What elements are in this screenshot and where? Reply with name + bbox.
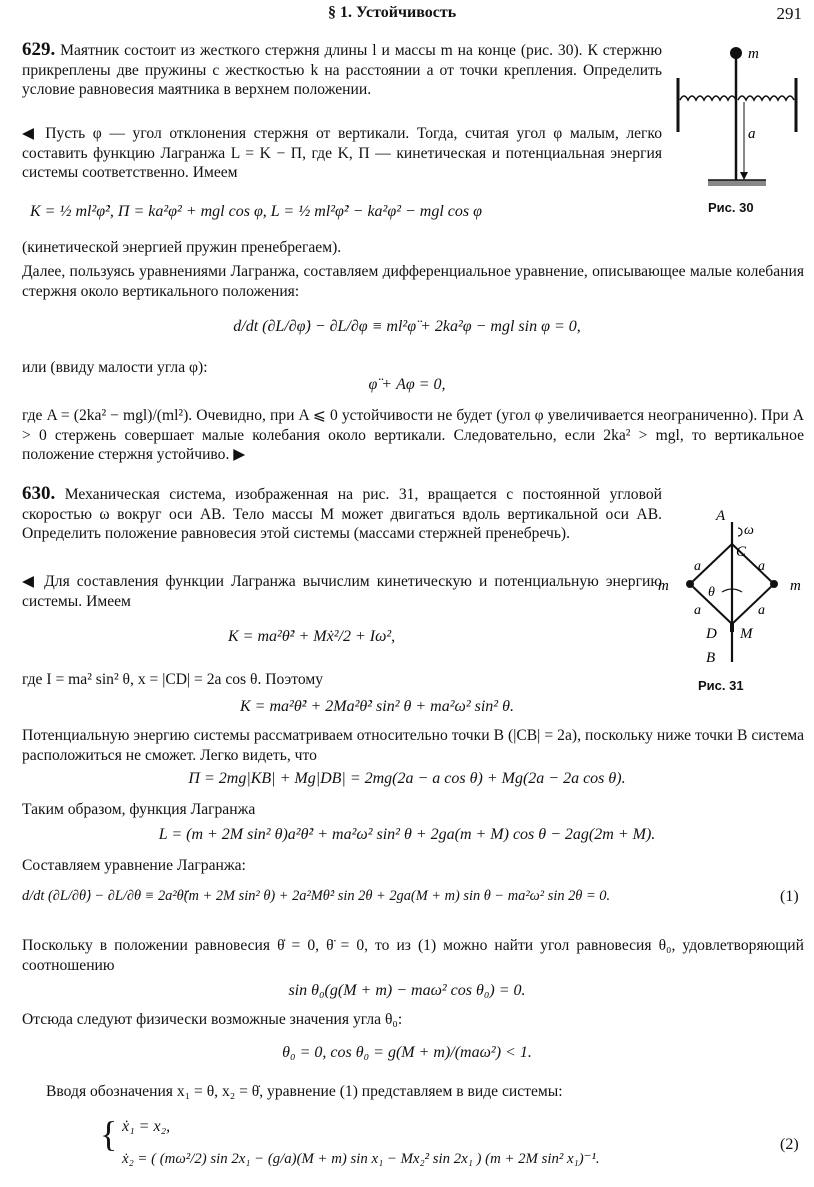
problem-630-statement — [22, 484, 662, 544]
compose-lagrange-text: Составляем уравнение Лагранжа: — [22, 857, 246, 874]
mass-label: m — [748, 46, 759, 62]
problem-630-solution-intro: ◀ Для составления функции Лагранжа вычислим кинетическую и потенциальную энергию системы. Имеем — [22, 573, 662, 610]
problem-number: 630. — [22, 483, 56, 504]
small-oscillation-equation: φ̈ + Aφ = 0, — [368, 376, 446, 393]
rod-a-label-upper-left: a — [694, 559, 701, 574]
equation-label-2: (2) — [780, 1136, 799, 1153]
rod-a-label-upper-right: a — [758, 559, 765, 574]
page-header — [0, 4, 814, 26]
lagrangian-text: Таким образом, функция Лагранжа — [22, 801, 256, 818]
kinetic-energy-equation: K = ma²θ̇² + Mẋ²/2 + Iω², — [228, 628, 396, 645]
point-C-label: C — [736, 544, 747, 560]
energy-equation: K = ½ ml²φ̇², Π = ka²φ² + mgl cos φ, L = ½ ml²φ̇² − ka²φ² − mgl cos φ — [30, 203, 482, 220]
rod-a-label-lower-right: a — [758, 603, 765, 618]
system-equation-2: ẋ₂ = ( (mω²/2) sin 2x₁ − (g/a)(M + m) sin x₁ − Mx₂² sin 2x₁ ) (m + 2M sin² x₁)⁻¹. — [122, 1151, 600, 1167]
point-D-label: D — [706, 626, 717, 642]
lagrange-equation-1: d/dt (∂L/∂θ̇) − ∂L/∂θ ≡ 2a²θ̈(m + 2M sin² θ) + 2a²Mθ̇² sin 2θ + 2ga(M + m) sin θ − ma²ω² sin 2θ = 0. — [22, 888, 611, 904]
system-equation-1: ẋ₁ = x₂, — [122, 1118, 171, 1135]
rod-a-label-lower-left: a — [694, 603, 701, 618]
problem-629-solution-intro: ◀ Пусть φ — угол отклонения стержня от вертикали. Тогда, считая угол φ малым, легко составить функцию Лагранжа L = K − Π, где K, Π — кинетическая и потенциальная энергия системы соответственно. Имеем — [22, 125, 662, 181]
figure-31 — [650, 504, 808, 696]
kinetic-energy-expanded: K = ma²θ̇² + 2Ma²θ̇² sin² θ + ma²ω² sin² θ. — [240, 698, 514, 715]
point-A-label: A — [716, 508, 726, 524]
angle-values-equation: θ₀ = 0, cos θ₀ = g(M + m)/(maω²) < 1. — [282, 1044, 532, 1061]
stability-conclusion: где A = (2ka² − mgl)/(ml²). Очевидно, при A ⩽ 0 устойчивости не будет (угол φ увеличивается неограниченно). При A > 0 стержень совершает малые колебания около вертикали. Следовательно, если 2ka² > mgl, то вертикальное положение стержня устойчиво. ▶ — [22, 407, 804, 463]
moment-of-inertia-text: где I = ma² sin² θ, x = |CD| = 2a cos θ. Поэтому — [22, 671, 323, 688]
distance-label: a — [748, 126, 756, 142]
mass-M-label: M — [740, 626, 753, 642]
equation-label-1: (1) — [780, 888, 799, 905]
figure-30 — [668, 40, 808, 220]
system-brace: { — [100, 1114, 118, 1154]
problem-text: Механическая система, изображенная на рис. 31, вращается с постоянной угловой скоростью ω вокруг оси AB. Тело массы M может двигаться вдоль вертикальной оси AB. Определить положение равновесия этой системы (массами стержней пренебречь). — [22, 486, 662, 542]
small-angle-text: или (ввиду малости угла φ): — [22, 359, 208, 376]
omega-label: ω — [744, 523, 754, 538]
point-B-label: B — [706, 650, 716, 666]
equilibrium-condition: sin θ₀(g(M + m) − maω² cos θ₀) = 0. — [288, 982, 526, 999]
problem-629-statement — [22, 40, 662, 100]
figure-30-caption: Рис. 30 — [708, 200, 754, 215]
rotating-system-diagram — [650, 504, 808, 674]
mass-m-right-label: m — [790, 578, 801, 594]
potential-energy-text: Потенциальную энергию системы рассматриваем относительно точки B (|CB| = 2a), поскольку ниже точки B система расположиться не сможет. Легко видеть, что — [22, 727, 804, 764]
note-springs: (кинетической энергией пружин пренебрегаем). — [22, 239, 342, 256]
page-number: 291 — [776, 4, 802, 23]
system-intro-text: Вводя обозначения x₁ = θ, x₂ = θ̇, уравнение (1) представляем в виде системы: — [46, 1083, 563, 1100]
problem-text: Маятник состоит из жесткого стержня длины l и массы m на конце (рис. 30). К стержню прикреплены две пружины с жесткостью k на расстоянии a от точки крепления. Определить условие равновесия маятника в верхнем положении. — [22, 42, 662, 98]
mass-m-left-label: m — [658, 578, 669, 594]
problem-number: 629. — [22, 39, 56, 60]
theta-label: θ — [708, 585, 715, 600]
lagrange-equation: d/dt (∂L/∂φ̇) − ∂L/∂φ ≡ ml²φ̈ + 2ka²φ − mgl sin φ = 0, — [233, 318, 581, 335]
lagrange-text: Далее, пользуясь уравнениями Лагранжа, составляем дифференциальное уравнение, описывающее малые колебания стержня около вертикального положения: — [22, 263, 804, 300]
equilibrium-text: Поскольку в положении равновесия θ̇ = 0, θ̈ = 0, то из (1) можно найти угол равновесия θ₀, удовлетворяющий соотношению — [22, 937, 804, 974]
section-title: § 1. Устойчивость — [328, 4, 457, 21]
potential-energy-equation: Π = 2mg|KB| + Mg|DB| = 2mg(2a − a cos θ) + Mg(2a − 2a cos θ). — [188, 770, 626, 787]
lagrangian-equation: L = (m + 2M sin² θ)a²θ̇² + ma²ω² sin² θ + 2ga(m + M) cos θ − 2ag(2m + M). — [158, 826, 656, 843]
pendulum-diagram — [668, 40, 808, 220]
figure-31-caption: Рис. 31 — [698, 678, 744, 693]
angle-values-text: Отсюда следуют физически возможные значения угла θ₀: — [22, 1011, 403, 1028]
